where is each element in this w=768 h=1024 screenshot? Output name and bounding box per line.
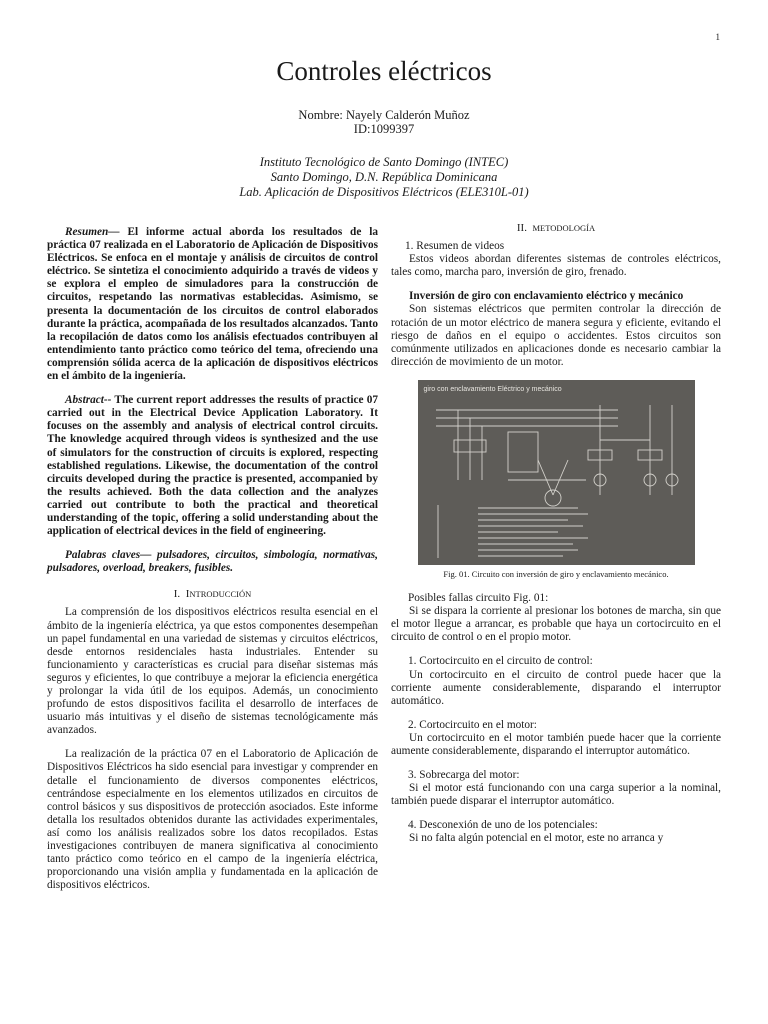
falla-3-text: Si el motor está funcionando con una carga superior a la nominal, también puede disparar el interruptor automático. xyxy=(391,782,721,808)
institution-line-2: Santo Domingo, D.N. República Dominicana xyxy=(270,170,498,184)
falla-2-title: 2. Cortocircuito en el motor: xyxy=(408,718,537,731)
abstract-label: Abstract-- xyxy=(65,394,112,407)
videos-paragraph: Estos videos abordan diferentes sistemas de controles eléctricos, tales como, marcha paro, inversión de giro, frenado. xyxy=(391,253,721,279)
institution-block xyxy=(0,155,768,200)
falla-1-text: Un cortocircuito en el circuito de control puede hacer que la corriente aumente considerablemente, disparando el interruptor automático. xyxy=(391,668,721,707)
intro-paragraph-1: La comprensión de los dispositivos eléctricos resulta esencial en el ámbito de la ingeniería eléctrica, ya que estos componentes desempeñan un papel fundamental en una variedad de sistemas y circuitos eléctricos, desde entornos residenciales hasta industriales. Entender su funcionamiento y características es crucial para diseñar sistemas más seguros y eficientes, lo que contribuye a mejorar la eficiencia energética y prolongar la vida útil de los equipos. Además, un conocimiento profundo de estos dispositivos facilita el desarrollo de interfaces de usuario más intuitivas y el diseño de sistemas tecnológicamente más avanzados. xyxy=(47,606,378,737)
section-heading-introduccion: I. INTRODUCCIÓN xyxy=(173,588,252,601)
falla-4-title: 4. Desconexión de uno de los potenciales: xyxy=(408,819,598,832)
keywords-text: pulsadores, circuitos, simbología, normativas, pulsadores, overload, breakers, fusibles. xyxy=(47,549,378,575)
falla-3-title: 3. Sobrecarga del motor: xyxy=(408,769,520,782)
fallas-intro: Posibles fallas circuito Fig. 01: xyxy=(408,592,549,605)
page-number: 1 xyxy=(715,32,720,42)
left-column xyxy=(47,226,378,892)
section-heading-metodologia: II. METODOLOGÍA xyxy=(516,222,596,234)
right-column xyxy=(391,222,721,846)
author-block xyxy=(0,108,768,136)
abstract-paragraph xyxy=(47,394,378,538)
figure-header-text: giro con enclavamiento Eléctrico y mecánico xyxy=(423,385,562,393)
circuit-figure xyxy=(418,380,695,565)
institution-line-1: Instituto Tecnológico de Santo Domingo (INTEC) xyxy=(259,155,509,169)
resumen-label: Resumen— xyxy=(65,226,120,238)
author-name: Nombre: Nayely Calderón Muñoz xyxy=(298,108,470,122)
paper-title: Controles eléctricos xyxy=(276,56,492,86)
subheading-inversion-giro: Inversión de giro con enclavamiento eléctrico y mecánico xyxy=(409,290,684,303)
circuit-diagram xyxy=(418,380,695,565)
item-resumen-videos: 1. Resumen de videos xyxy=(405,240,505,253)
institution-line-3: Lab. Aplicación de Dispositivos Eléctricos (ELE310L-01) xyxy=(239,185,529,199)
falla-2-text: Un cortocircuito en el motor también puede hacer que la corriente aumente considerablemente, disparando el interruptor automático. xyxy=(391,731,721,757)
keywords-label: Palabras claves— xyxy=(65,549,152,562)
abstract-text: The current report addresses the results of practice 07 carried out in the Electrical Device Application Laboratory. It focuses on the assembly and analysis of electrical control circuits. The knowledge acquired through videos is synthesized and the use of simulators for the construction of circuits is explored, respecting established regulations. Likewise, the documentation of the control circuits developed during the practice is presented, accompanied by the results achieved. Both the data collection and the analyzes carried out contribute to both the practical and theoretical understanding of the topic, offering a solid understanding about the application of electrical devices in the field of engineering. xyxy=(47,394,378,538)
fallas-paragraph: Si se dispara la corriente al presionar los botones de marcha, sin que el motor llegue a arrancar, es probable que haya un cortocircuito en el circuito de control o en el propio motor. xyxy=(391,605,721,644)
resumen-paragraph xyxy=(47,226,378,383)
keywords-paragraph xyxy=(47,549,378,575)
intro-paragraph-2: La realización de la práctica 07 en el Laboratorio de Aplicación de Dispositivos Eléctricos ha sido esencial para investigar y comprender en detalle el funcionamiento de diversos componentes eléctricos, centrándose especialmente en los elementos utilizados en circuitos de control básicos y sus dispositivos de protección asociados. Este informe detalla los resultados obtenidos durante las actividades experimentales, así como los análisis realizados sobre los datos recopilados. Estas investigaciones contribuyen de manera significativa al conocimiento tanto práctico como teórico en el campo de la ingeniería eléctrica, proporcionando una visión amplia y fundamentada en la aplicación de dispositivos eléctricos. xyxy=(47,748,378,892)
falla-4-text: Si no falta algún potencial en el motor, este no arranca y xyxy=(409,832,664,845)
figure-caption: Fig. 01. Circuito con inversión de giro y enclavamiento mecánico. xyxy=(443,568,669,579)
inversion-paragraph: Son sistemas eléctricos que permiten controlar la dirección de rotación de un motor eléctrico de manera segura y eficiente, evitando el riesgo de daños en el equipo o accidentes. Estos circuitos son comúnmente utilizados en aplicaciones donde es necesario cambiar la dirección de movimiento de un motor. xyxy=(391,303,721,368)
author-id: ID:1099397 xyxy=(353,122,415,136)
resumen-text: El informe actual aborda los resultados de la práctica 07 realizada en el Laboratorio de Aplicación de Dispositivos Eléctricos. Se enfoca en el montaje y análisis de circuitos de control eléctrico. Se sintetiza el conocimiento adquirido a través de videos y se explora el empleo de simuladores para la construcción de circuitos, respetando las normativas establecidas. Asimismo, se presenta la documentación de los circuitos de control elaborados durante la práctica, acompañada de los resultados alcanzados. Tanto la recopilación de datos como los análisis efectuados contribuyen al entendimiento tanto práctico como teórico del tema, ofreciendo una comprensión sólida acerca de la aplicación de dispositivos eléctricos en el ámbito de la ingeniería. xyxy=(47,226,378,383)
falla-1-title: 1. Cortocircuito en el circuito de control: xyxy=(408,655,593,668)
